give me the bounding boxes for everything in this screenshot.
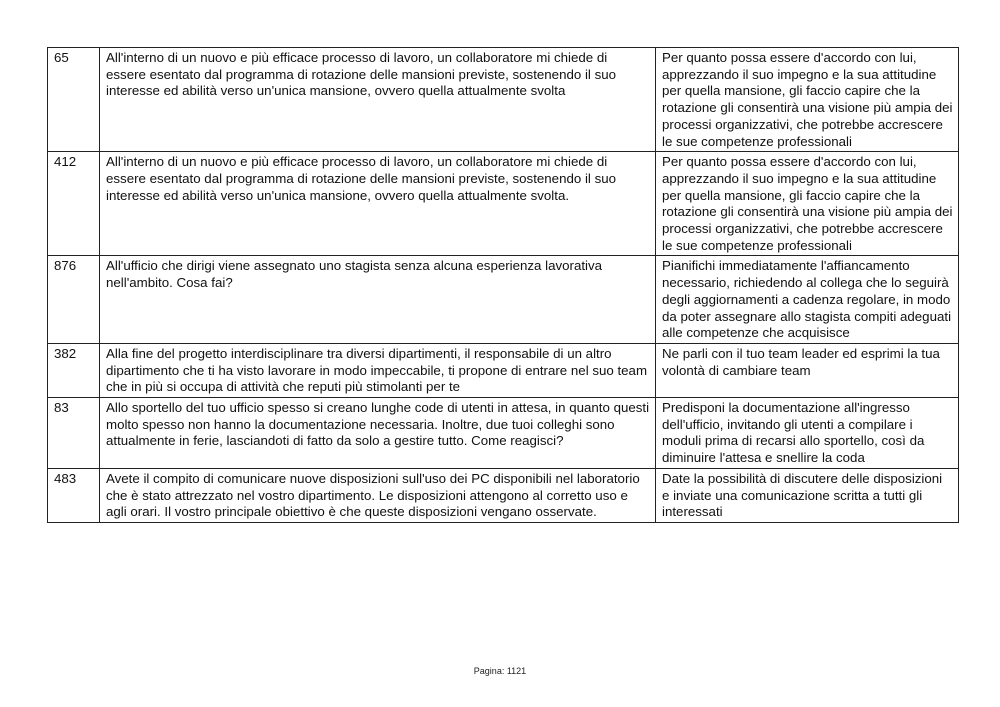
question-text: Avete il compito di comunicare nuove disposizioni sull'uso dei PC disponibili nel laboratorio che è stato attrezzato nel vostro dipartimento. Le disposizioni attengono al corretto uso e agli orari. Il vostro principale obiettivo è che queste disposizioni vengano osservate.: [100, 468, 656, 522]
question-text: Allo sportello del tuo ufficio spesso si creano lunghe code di utenti in attesa, in quanto questi molto spesso non hanno la documentazione necessaria. Inoltre, due tuoi colleghi sono attualmente in ferie, lasciandoti di fatto da solo a gestire tutto. Come reagisci?: [100, 398, 656, 469]
question-text: All'ufficio che dirigi viene assegnato uno stagista senza alcuna esperienza lavorativa nell'ambito. Cosa fai?: [100, 256, 656, 344]
question-text: All'interno di un nuovo e più efficace processo di lavoro, un collaboratore mi chiede di essere esentato dal programma di rotazione delle mansioni previste, sostenendo il suo interesse ed abilità verso un'unica mansione, ovvero quella attualmente svolta: [100, 48, 656, 152]
question-text: Alla fine del progetto interdisciplinare tra diversi dipartimenti, il responsabile di un altro dipartimento che ti ha visto lavorare in modo impeccabile, ti propone di entrare nel suo team che in più si occupa di attività che reputi più stimolanti per te: [100, 343, 656, 397]
table-row: [48, 343, 959, 397]
question-id: 382: [48, 343, 100, 397]
question-id: 876: [48, 256, 100, 344]
questions-table: [47, 47, 959, 523]
answer-text: Predisponi la documentazione all'ingresso dell'ufficio, invitando gli utenti a compilare i moduli prima di recarsi allo sportello, così da diminuire l'attesa e snellire la coda: [656, 398, 959, 469]
question-id: 483: [48, 468, 100, 522]
table-row: [48, 48, 959, 152]
table-row: [48, 152, 959, 256]
question-text: All'interno di un nuovo e più efficace processo di lavoro, un collaboratore mi chiede di essere esentato dal programma di rotazione delle mansioni previste, sostenendo il suo interesse ed abilità verso un'unica mansione, ovvero quella attualmente svolta.: [100, 152, 656, 256]
table-row: [48, 398, 959, 469]
answer-text: Ne parli con il tuo team leader ed esprimi la tua volontà di cambiare team: [656, 343, 959, 397]
answer-text: Per quanto possa essere d'accordo con lui, apprezzando il suo impegno e la sua attitudine per quella mansione, gli faccio capire che la rotazione gli consentirà una visione più ampia dei processi organizzativi, che potrebbe accrescere le sue competenze professionali: [656, 152, 959, 256]
question-id: 65: [48, 48, 100, 152]
answer-text: Date la possibilità di discutere delle disposizioni e inviate una comunicazione scritta a tutti gli interessati: [656, 468, 959, 522]
question-id: 412: [48, 152, 100, 256]
question-id: 83: [48, 398, 100, 469]
table-row: [48, 468, 959, 522]
answer-text: Pianifichi immediatamente l'affiancamento necessario, richiedendo al collega che lo seguirà degli aggiornamenti a cadenza regolare, in modo da poter assegnare allo stagista compiti adeguati alle competenze che acquisisce: [656, 256, 959, 344]
table-row: [48, 256, 959, 344]
answer-text: Per quanto possa essere d'accordo con lui, apprezzando il suo impegno e la sua attitudine per quella mansione, gli faccio capire che la rotazione gli consentirà una visione più ampia dei processi organizzativi, che potrebbe accrescere le sue competenze professionali: [656, 48, 959, 152]
page-number: Pagina: 1121: [473, 666, 527, 676]
